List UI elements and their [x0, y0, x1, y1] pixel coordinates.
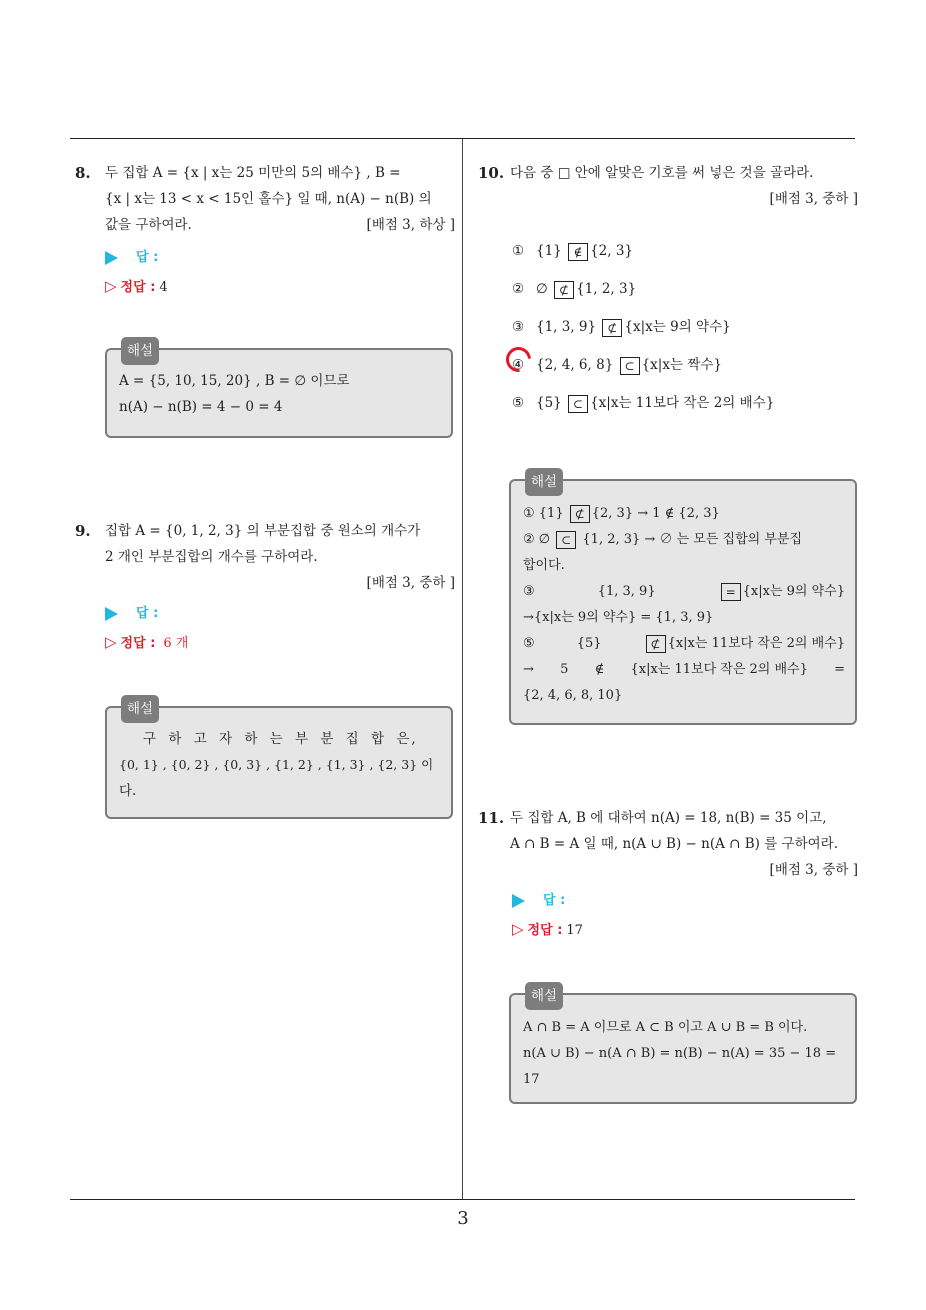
- explanation-line: n(A) − n(B) = 4 − 0 = 4: [119, 399, 283, 415]
- hollow-arrow-icon: ▷: [512, 920, 524, 938]
- question-number: 8.: [75, 164, 91, 182]
- question-text: [75, 518, 455, 570]
- score-label: [배점 3, 하상 ]: [366, 217, 455, 233]
- explanation-line: {2, 4, 6, 8, 10}: [523, 688, 623, 703]
- score-label: [배점 3, 중하 ]: [366, 575, 455, 591]
- score-label: [배점 3, 중하 ]: [769, 862, 858, 878]
- answer-blank: ∉: [568, 243, 588, 261]
- correct-answer-row: ▷ 정답 : 17: [512, 920, 583, 938]
- explanation-line: ⑤ {5} ⊄ {x|x는 11보다 작은 2의 배수}: [523, 636, 845, 651]
- question-text: 다음 중 □ 안에 알맞은 기호를 써 넣은 것을 골라라.: [510, 165, 814, 181]
- question-line: 값을 구하여라.: [105, 217, 192, 233]
- explanation-line: 합이다.: [523, 558, 565, 573]
- question-number: 10.: [478, 164, 505, 182]
- question-10: [478, 160, 858, 212]
- bottom-rule: [70, 1199, 855, 1200]
- question-line: A ∩ B = A 일 때, n(A ∪ B) − n(A ∩ B) 를 구하여라.: [510, 836, 839, 852]
- play-arrow-icon: [105, 607, 118, 621]
- explanation-box-9: [105, 701, 453, 819]
- explanation-tag: 해설: [121, 695, 159, 723]
- explanation-tag: 해설: [525, 982, 563, 1010]
- correct-answer-value: 4: [159, 280, 168, 295]
- answer-blank: ⊂: [620, 357, 640, 375]
- play-arrow-icon: [105, 251, 118, 265]
- explanation-line: 17: [523, 1072, 540, 1087]
- question-line: 두 집합 A = {x | x는 25 미만의 5의 배수} , B =: [105, 165, 401, 181]
- correct-answer-row: ▷ 정답 : 4: [105, 277, 168, 295]
- score-label: [배점 3, 중하 ]: [769, 191, 858, 207]
- explanation-box-10: [509, 474, 857, 725]
- answer-blank: ⊄: [602, 319, 622, 337]
- question-line: 집합 A = {0, 1, 2, 3} 의 부분집합 중 원소의 개수가: [105, 523, 421, 539]
- explanation-line: A ∩ B = A 이므로 A ⊂ B 이고 A ∪ B = B 이다.: [523, 1020, 808, 1035]
- choice-4[interactable]: ④ {2, 4, 6, 8} ⊂ {x|x는 짝수}: [512, 352, 858, 390]
- question-line: 2 개인 부분집합의 개수를 구하여라.: [105, 549, 318, 565]
- explanation-box-11: [509, 988, 857, 1104]
- answer-row[interactable]: 답 :: [105, 600, 455, 628]
- explanation-line: 구 하 고 자 하 는 부 분 집 합 은,: [143, 731, 418, 747]
- question-number: 11.: [478, 809, 505, 827]
- hollow-arrow-icon: ▷: [105, 277, 117, 295]
- explanation-line: → 5 ∉ {x|x는 11보다 작은 2의 배수} =: [523, 662, 845, 677]
- explanation-tag: 해설: [525, 468, 563, 496]
- choice-1[interactable]: ① {1} ∉ {2, 3}: [512, 243, 634, 259]
- explanation-line: ① {1} ⊄ {2, 3} → 1 ∉ {2, 3}: [523, 506, 720, 521]
- choice-2[interactable]: ② ∅ ⊄ {1, 2, 3}: [512, 281, 637, 297]
- explanation-line: {0, 1} , {0, 2} , {0, 3} , {1, 2} , {1, 3} , {2, 3} 이: [119, 757, 434, 772]
- explanation-line: A = {5, 10, 15, 20} , B = ∅ 이므로: [119, 373, 350, 389]
- correct-answer-value: 17: [566, 923, 583, 938]
- question-number: 9.: [75, 522, 91, 540]
- answer-row[interactable]: 답 :: [105, 244, 455, 272]
- explanation-line: n(A ∪ B) − n(A ∩ B) = n(B) − n(A) = 35 − 18 =: [523, 1046, 837, 1061]
- correct-answer-value: 6 개: [163, 636, 189, 651]
- question-text: [478, 805, 858, 857]
- explanation-line: ③ {1, 3, 9} = {x|x는 9의 약수}: [523, 584, 845, 599]
- correct-answer-row: ▷ 정답 : 6 개: [105, 633, 189, 651]
- explanation-line: →{x|x는 9의 약수} = {1, 3, 9}: [523, 610, 714, 625]
- question-11: [478, 805, 858, 943]
- question-line: 두 집합 A, B 에 대하여 n(A) = 18, n(B) = 35 이고,: [510, 810, 827, 826]
- explanation-tag: 해설: [121, 337, 159, 365]
- question-9: [75, 518, 455, 656]
- answer-blank: ⊄: [554, 281, 574, 299]
- choice-3[interactable]: ③ {1, 3, 9} ⊄ {x|x는 9의 약수}: [512, 319, 731, 335]
- choice-5[interactable]: ⑤ {5} ⊂ {x|x는 11보다 작은 2의 배수}: [512, 395, 775, 411]
- explanation-line: 다.: [119, 783, 137, 799]
- question-8: [75, 160, 455, 300]
- page-number: 3: [457, 1208, 469, 1229]
- column-divider: [462, 139, 463, 1200]
- play-arrow-icon: [512, 894, 525, 908]
- choice-list: [512, 238, 858, 428]
- answer-row[interactable]: 답 :: [512, 887, 858, 915]
- explanation-box-8: [105, 343, 453, 438]
- question-line: {x | x는 13 < x < 15인 홀수} 일 때, n(A) − n(B) 의: [105, 191, 432, 207]
- answer-blank: ⊂: [568, 395, 588, 413]
- hollow-arrow-icon: ▷: [105, 633, 117, 651]
- question-text: [75, 160, 455, 238]
- explanation-line: ② ∅ ⊂ {1, 2, 3} → ∅ 는 모든 집합의 부분집: [523, 532, 802, 547]
